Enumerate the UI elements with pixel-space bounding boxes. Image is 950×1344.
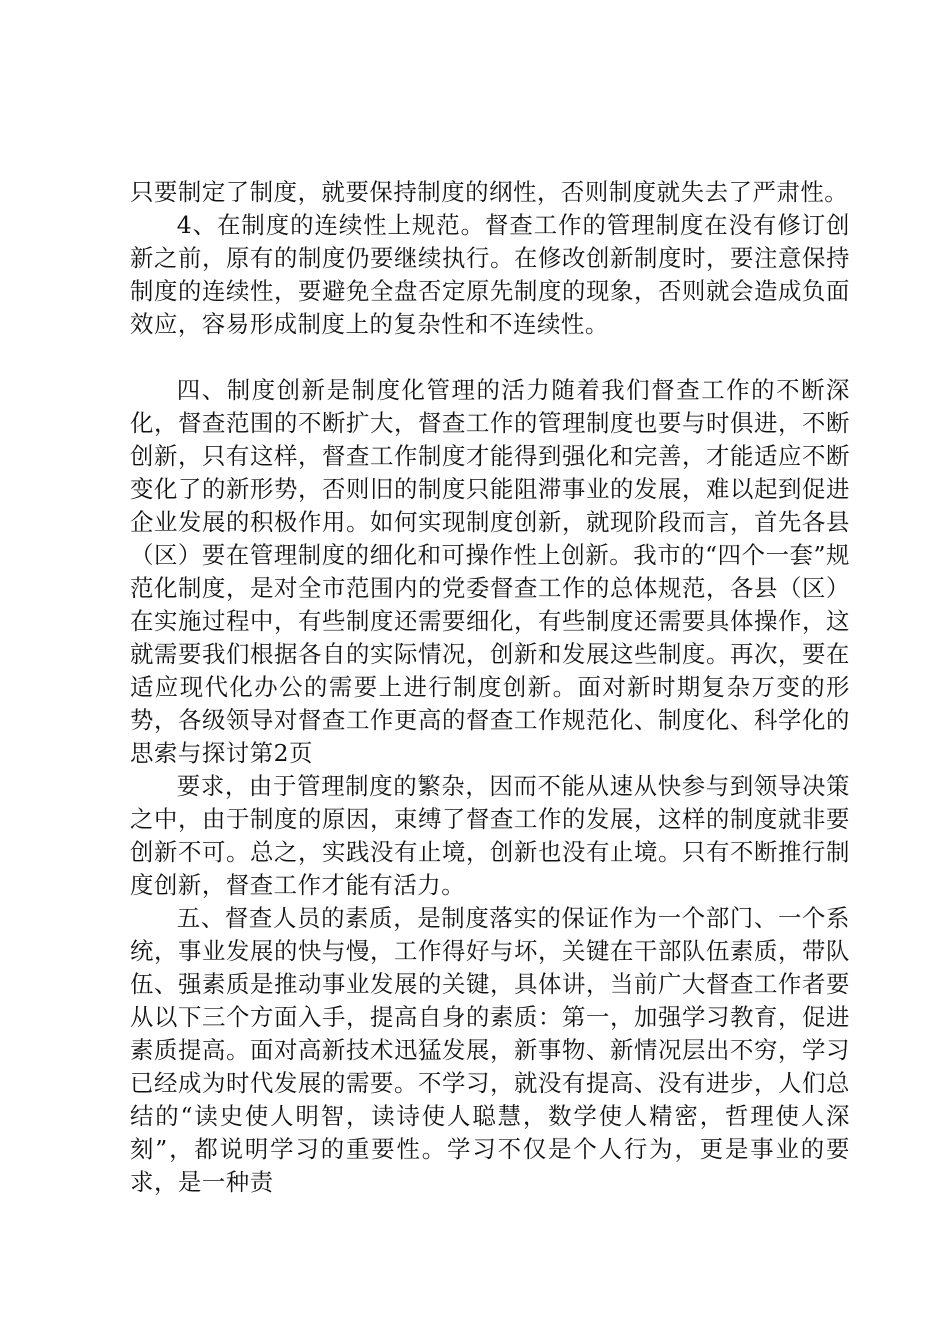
- paragraph-section-four: 四、制度创新是制度化管理的活力随着我们督查工作的不断深化，督查范围的不断扩大，督查工作的管理制度也要与时俱进，不断创新，只有这样，督查工作制度才能得到强化和完善，才能适应不断变化了的新形势，否则旧的制度只能阻滞事业的发展，难以起到促进企业发展的积极作用。如何实现制度创新，就现阶段而言，首先各县（区）要在管理制度的细化和可操作性上创新。我市的“四个一套”规范化制度，是对全市范围内的党委督查工作的总体规范，各县（区）在实施过程中，有些制度还需要细化，有些制度还需要具体操作，这就需要我们根据各自的实际情况，创新和发展这些制度。再次，要在适应现代化办公的需要上进行制度创新。面对新时期复杂万变的形势，各级领导对督查工作更高的督查工作规范化、制度化、科学化的思索与探讨第2页: [130, 376, 850, 767]
- paragraph-section-five: 五、督查人员的素质，是制度落实的保证作为一个部门、一个系统，事业发展的快与慢，工作得好与坏，关键在干部队伍素质，带队伍、强素质是推动事业发展的关键，具体讲，当前广大督查工作者要从以下三个方面入手，提高自身的素质：第一，加强学习教育，促进素质提高。面对高新技术迅猛发展，新事物、新情况层出不穷，学习已经成为时代发展的需要。不学习，就没有提高、没有进步，人们总结的“读史使人明智，读诗使人聪慧，数学使人精密，哲理使人深刻”，都说明学习的重要性。学习不仅是个人行为，更是事业的要求，是一种责: [130, 904, 850, 1196]
- paragraph-section-4: 4、在制度的连续性上规范。督查工作的管理制度在没有修订创新之前，原有的制度仍要继续执行。在修改创新制度时，要注意保持制度的连续性，要避免全盘否定原先制度的现象，否则就会造成负面效应，容易形成制度上的复杂性和不连续性。: [130, 211, 850, 338]
- paragraph-requirement: 要求，由于管理制度的繁杂，因而不能从速从快参与到领导决策之中，由于制度的原因，束缚了督查工作的发展，这样的制度就非要创新不可。总之，实践没有止境，创新也没有止境。只有不断推行制度创新，督查工作才能有活力。: [130, 772, 850, 899]
- document-page: [130, 176, 850, 1199]
- paragraph-continuation: 只要制定了制度，就要保持制度的纲性，否则制度就失去了严肃性。: [130, 178, 849, 206]
- paragraph-gap: [130, 341, 850, 374]
